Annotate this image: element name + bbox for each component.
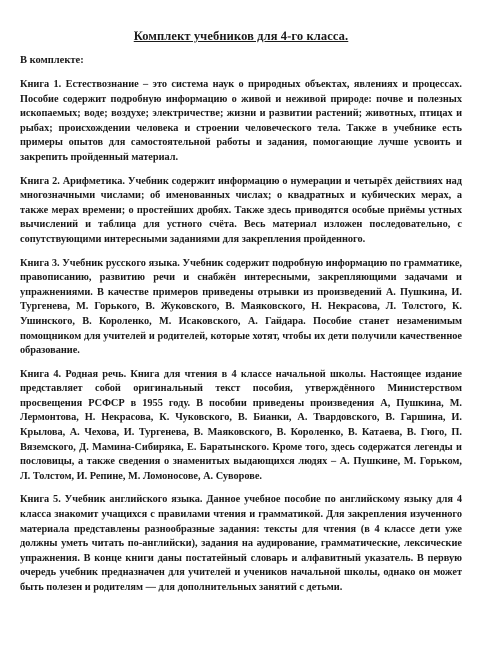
book-5-paragraph: Книга 5. Учебник английского языка. Данное учебное пособие по английскому языку для 4 класса знакомит учащихся с правилами чтения и грамматикой. Для закрепления изученного материала представлены разнообразные задания: тексты для чтения (в 4 классе дети уже должны уметь читать по-английски), задания на аудирование, грамматические, лексические упражнения. В конце книги даны постатейный словарь и алфавитный указатель. В первую очередь учебник предназначен для учителей и учеников начальной школы, однако он может быть полезен и родителям — для дополнительных занятий с детьми.	[20, 494, 462, 593]
document-title: Комплект учебников для 4-го класса.	[133, 29, 349, 43]
document-page	[20, 28, 462, 605]
book-2-paragraph: Книга 2. Арифметика. Учебник содержит информацию о нумерации и четырёх действиях над многозначными числами; об именованных числах; о квадратных и кубических мерах, а также мерах времени; о простейших дробях. Также здесь приводятся особые приёмы устных вычислений и таблица для устного счёта. Весь материал изложен последовательно, с сопутствующими интересными заданиями для закрепления пройденного.	[20, 175, 462, 245]
intro-label: В комплекте:	[20, 55, 84, 66]
book-1-paragraph: Книга 1. Естествознание – это система наук о природных объектах, явлениях и процессах. Пособие содержит подробную информацию о живой и неживой природе: почве и полезных ископаемых; воде; воздухе; электричестве; жизни и развитии растений; животных, птицах и рыбах; происхождении человека и строении человеческого тела. Также в учебнике есть примеры опытов для самостоятельной работы и задания, помогающие лучше усвоить и закрепить пройденный материал.	[20, 79, 462, 163]
book-4-paragraph: Книга 4. Родная речь. Книга для чтения в 4 классе начальной школы. Настоящее издание представляет собой оригинальный текст пособия, утверждённого Министерством просвещения РСФСР в 1955 году. В пособии приведены произведения А, Пушкина, М. Лермонтова, Н. Некрасова, К. Чуковского, В. Бианки, А. Твардовского, В. Гаршина, И. Крылова, А. Чехова, И. Тургенева, В. Маяковского, В. Короленко, В. Катаева, В. Гюго, П. Вяземского, Д. Мамина-Сибиряка, Е. Баратынского. Кроме того, здесь содержатся легенды и пословицы, а также сведения о знаменитых выдающихся людях – А. Пушкине, М. Горьком, Л. Толстом, И. Репине, М. Ломоносове, А. Суворове.	[20, 368, 462, 482]
book-3-paragraph: Книга 3. Учебник русского языка. Учебник содержит подробную информацию по грамматике, правописанию, развитию речи и снабжён интересными, закрепляющими задачами и упражнениями. В качестве примеров приведены отрывки из произведений А. Пушкина, И. Тургенева, М. Горького, В. Жуковского, В. Маяковского, Н. Некрасова, Л. Толстого, К. Ушинского, В. Короленко, М. Исаковского, А. Гайдара. Пособие станет незаменимым помощником для учителей и родителей, которые хотят, чтобы их дети получили качественное образование.	[20, 257, 462, 357]
